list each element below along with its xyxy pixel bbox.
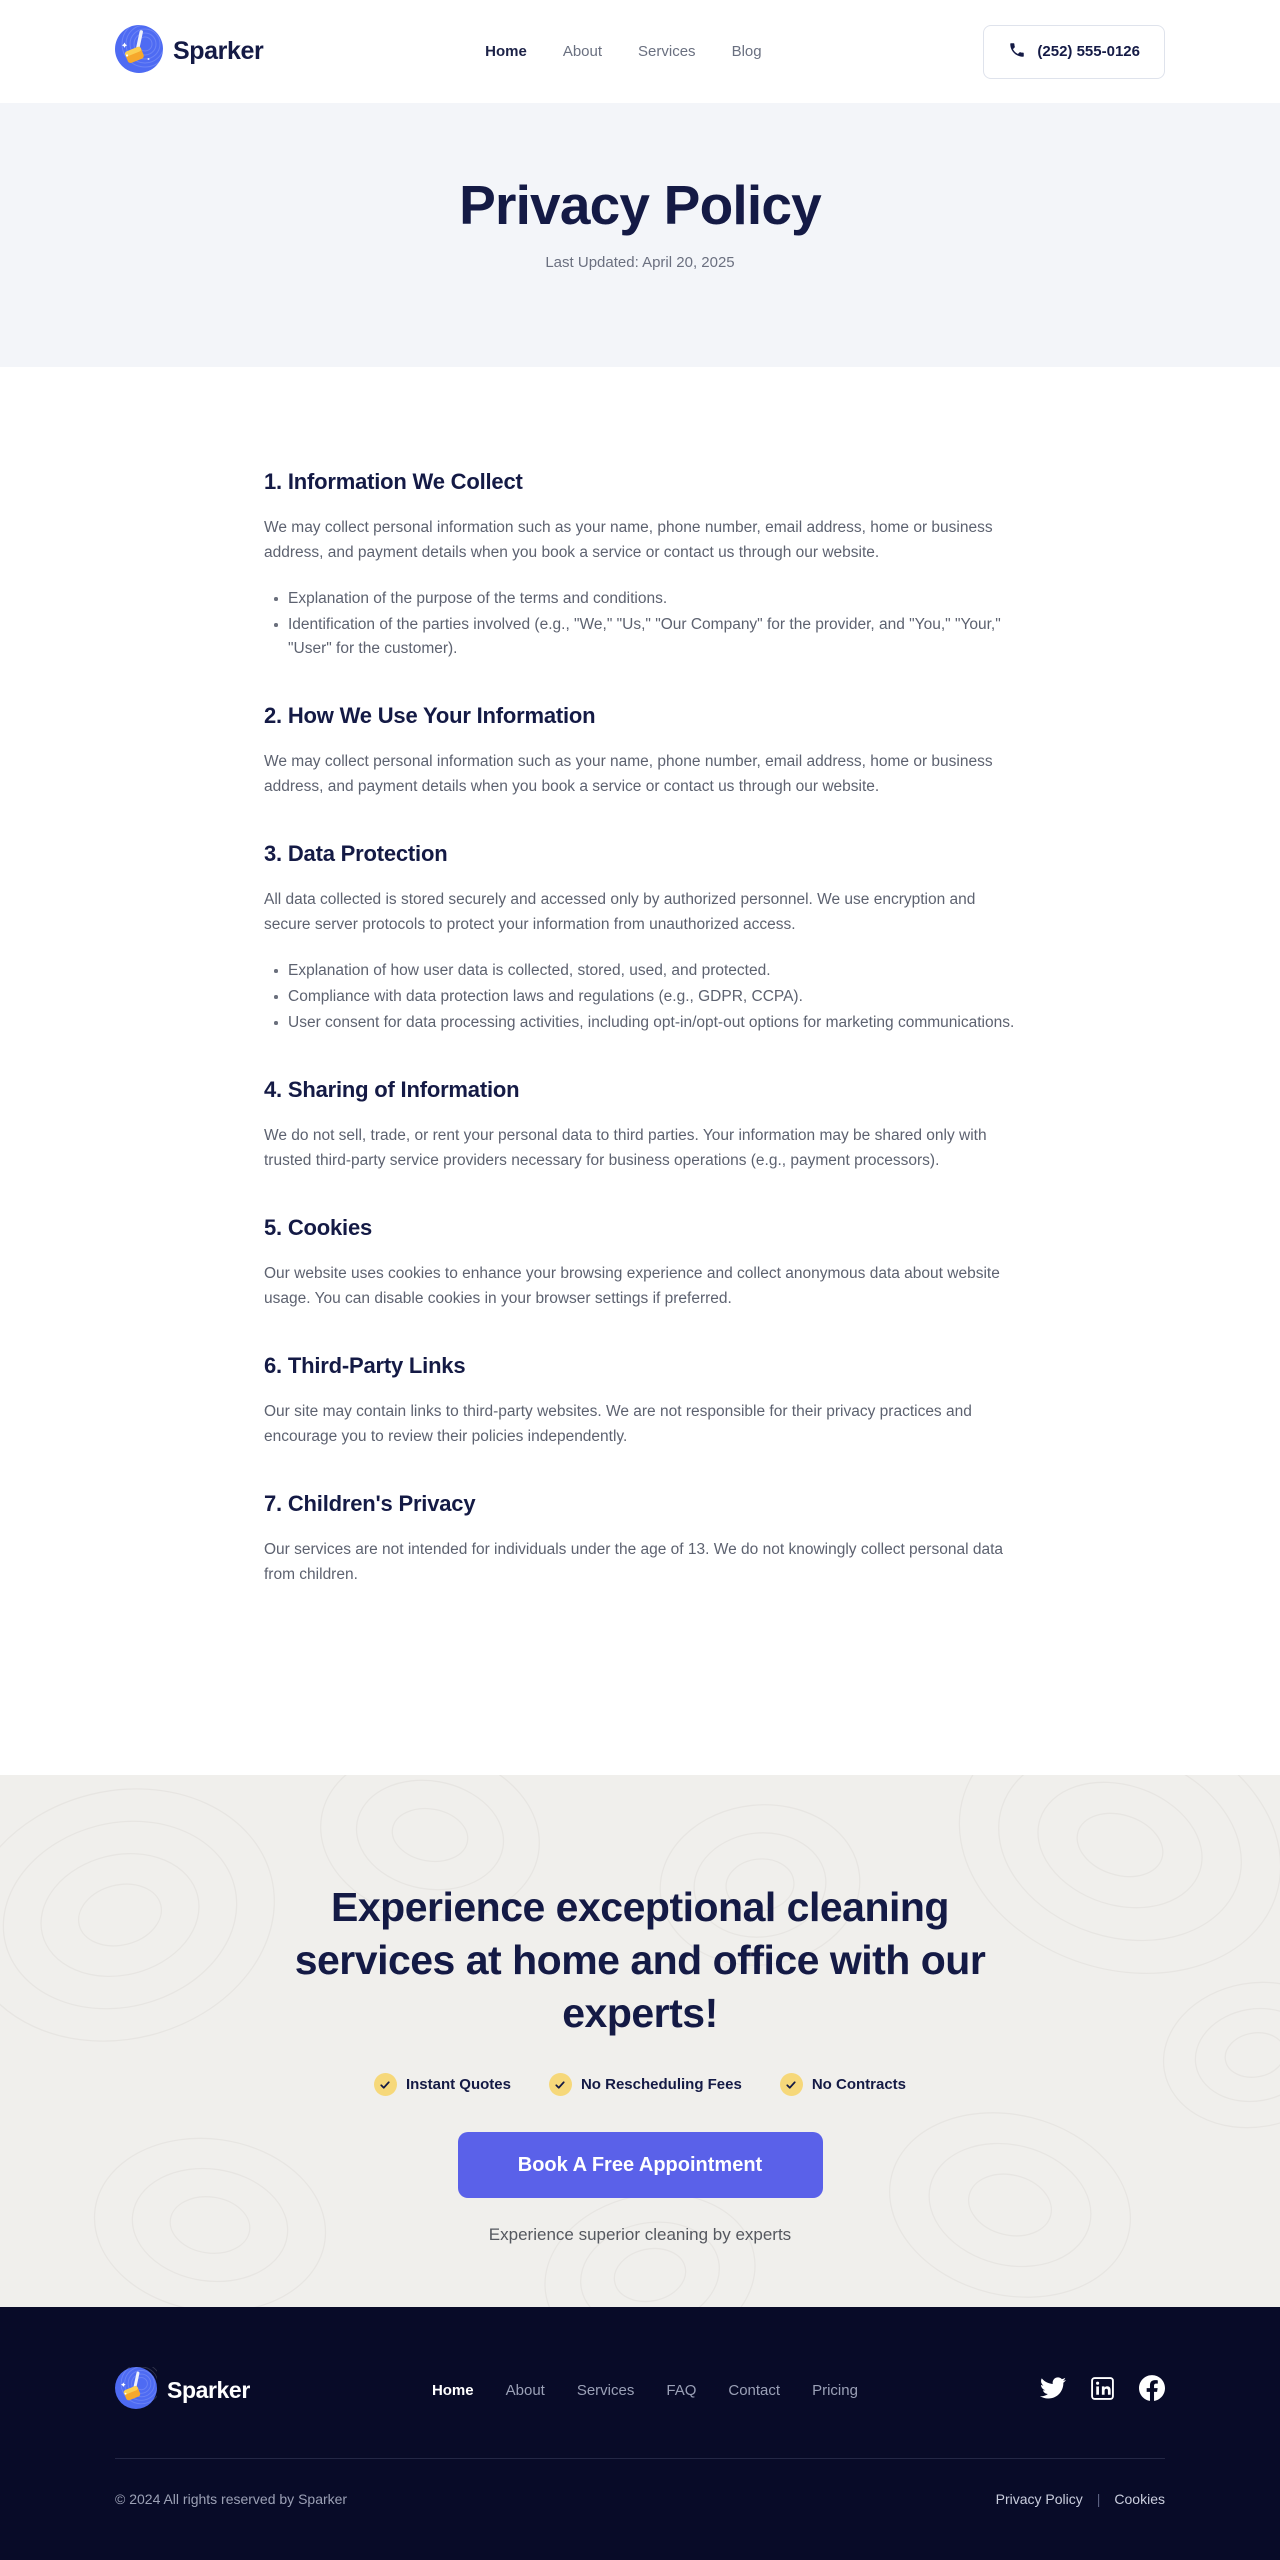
footer-nav-home[interactable]: Home [431,2382,474,2399]
page-title: Privacy Policy [459,174,821,236]
section-heading-6: 6. Third-Party Links [264,1353,466,1378]
brand-name: Sparker [173,37,264,65]
header-nav-blog[interactable]: Blog [731,43,762,60]
phone-number: (252) 555-0126 [1037,43,1140,60]
cta-feature [549,2073,742,2096]
section-heading-5: 5. Cookies [264,1215,373,1240]
footer-divider [115,2458,1165,2459]
footer-nav-faq[interactable]: FAQ [666,2382,697,2399]
cta-features [0,2073,1280,2096]
footer-nav [432,2382,858,2399]
phone-button[interactable] [983,25,1165,79]
section-heading-4: 4. Sharing of Information [264,1077,520,1102]
bullet-item: Identification of the parties involved (e.g., "We," "Us," "Our Company" for the provider, and "You," "Your," "User" for the customer). [272,613,1016,661]
footer-nav-about[interactable]: About [505,2382,545,2399]
footer-social-icons [1040,2375,1165,2406]
site-footer [0,2307,1280,2560]
bullet-item: Compliance with data protection laws and regulations (e.g., GDPR, CCPA). [272,985,1016,1009]
bullet-item: Explanation of the purpose of the terms and conditions. [272,587,1016,611]
cta-section [0,1775,1280,2307]
footer-link-separator: | [1096,2491,1101,2507]
brand-name: Sparker [167,2377,250,2403]
check-icon [549,2073,572,2096]
footer-nav-services[interactable]: Services [576,2382,635,2399]
section-bullet-list-1 [264,587,1016,661]
cta-feature-label: Instant Quotes [405,2076,511,2093]
header-nav-services[interactable]: Services [638,43,696,60]
section-heading-1: 1. Information We Collect [264,469,523,494]
brand-logo[interactable] [115,25,263,78]
cta-feature-label: No Rescheduling Fees [580,2076,742,2093]
header-nav [485,43,761,60]
section-heading-2: 2. How We Use Your Information [264,703,596,728]
footer-nav-contact[interactable]: Contact [728,2382,781,2399]
twitter-icon [1040,2375,1066,2406]
footer-link-privacy-policy[interactable]: Privacy Policy [995,2491,1083,2507]
copyright-text: © 2024 All rights reserved by Sparker [115,2491,348,2507]
section-paragraph-3: All data collected is stored securely and accessed only by authorized personnel. We use encryption and secure server protocols to protect your information from unauthorized access. [264,891,976,933]
section-paragraph-1: We may collect personal information such as your name, phone number, email address, home or business address, and payment details when you book a service or contact us through our website. [264,519,993,561]
section-heading-3: 3. Data Protection [264,841,448,866]
check-icon [780,2073,803,2096]
header-nav-home[interactable]: Home [485,43,527,60]
cta-title: Experience exceptional cleaning services at home and office with our experts! [294,1884,986,2036]
section-paragraph-2: We may collect personal information such as your name, phone number, email address, home or business address, and payment details when you book a service or contact us through our website. [264,753,993,795]
twitter-link[interactable] [1040,2375,1066,2406]
section-heading-7: 7. Children's Privacy [264,1491,476,1516]
bullet-item: Explanation of how user data is collected, stored, used, and protected. [272,959,1016,983]
cta-subtext: Experience superior cleaning by experts [488,2225,792,2244]
facebook-icon [1139,2375,1165,2406]
section-paragraph-5: Our website uses cookies to enhance your browsing experience and collect anonymous data about website usage. You can disable cookies in your browser settings if preferred. [264,1265,1000,1307]
bullet-item: User consent for data processing activities, including opt-in/opt-out options for marketing communications. [272,1011,1016,1035]
section-bullet-list-3 [264,959,1016,1035]
footer-link-cookies[interactable]: Cookies [1114,2491,1165,2507]
linkedin-icon [1090,2376,1115,2406]
section-paragraph-6: Our site may contain links to third-party websites. We are not responsible for their privacy practices and encourage you to review their policies independently. [264,1403,972,1445]
policy-content [0,367,1280,1775]
sparker-broom-logo-icon [115,2367,157,2414]
facebook-link[interactable] [1139,2375,1165,2406]
cta-feature-label: No Contracts [811,2076,907,2093]
section-paragraph-4: We do not sell, trade, or rent your personal data to third parties. Your information may be shared only with trusted third-party service providers necessary for business operations (e.g., payment processors). [264,1127,987,1169]
section-paragraph-7: Our services are not intended for individuals under the age of 13. We do not knowingly collect personal data from children. [264,1541,1003,1583]
cta-feature [780,2073,906,2096]
footer-legal-links [996,2491,1165,2507]
book-appointment-button[interactable]: Book A Free Appointment [458,2132,823,2198]
last-updated-text: Last Updated: April 20, 2025 [545,254,735,271]
footer-nav-pricing[interactable]: Pricing [812,2382,858,2399]
phone-icon [1008,41,1026,63]
hero-section [0,103,1280,367]
cta-feature [374,2073,511,2096]
linkedin-link[interactable] [1090,2376,1115,2406]
footer-brand-logo[interactable] [115,2367,250,2414]
site-header [0,0,1280,103]
sparker-broom-logo-icon [115,25,163,78]
check-icon [374,2073,397,2096]
header-nav-about[interactable]: About [562,43,603,60]
